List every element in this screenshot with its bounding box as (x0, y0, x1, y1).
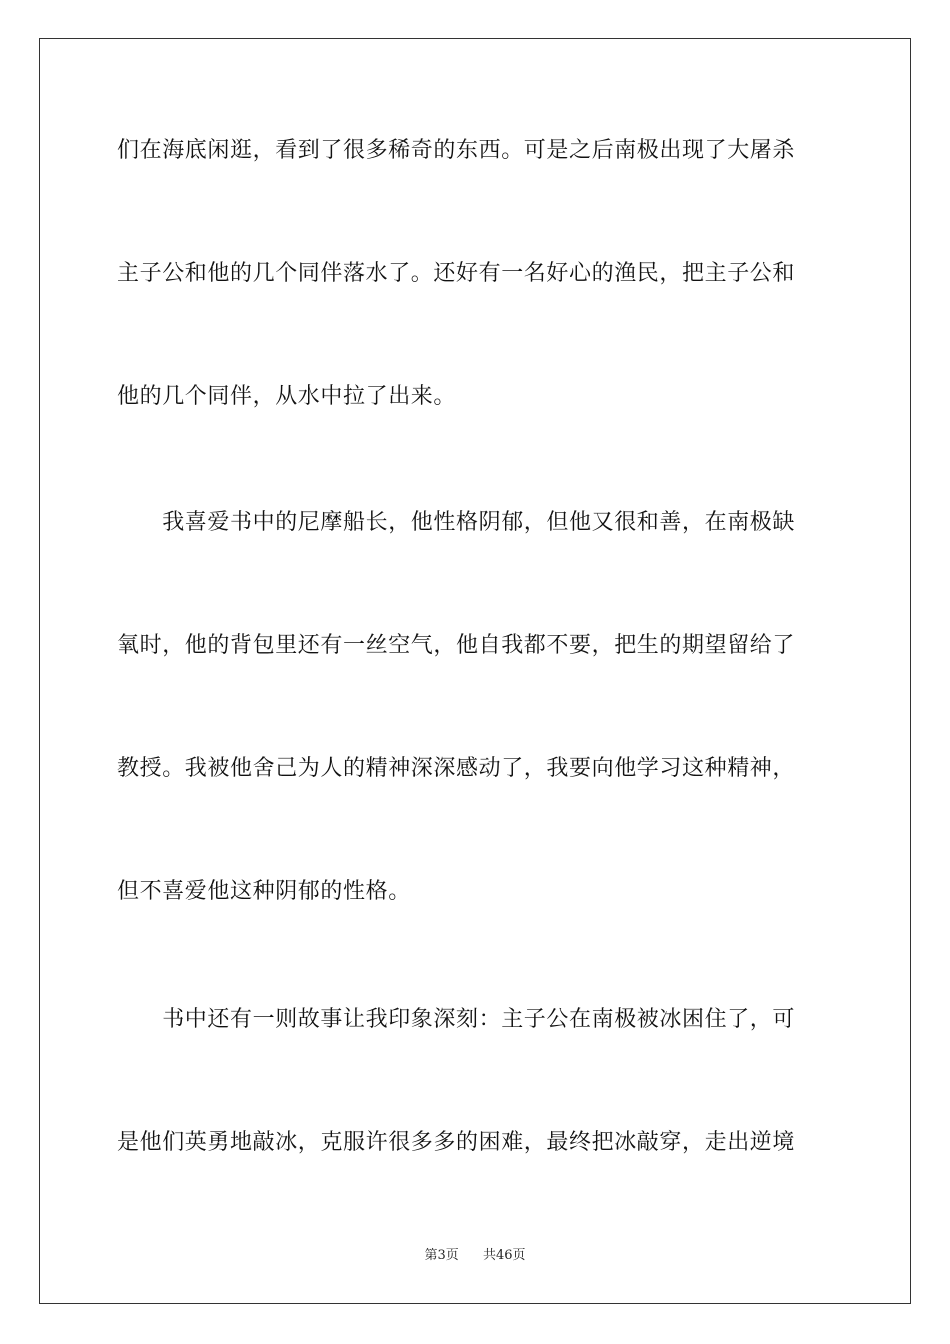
text-line-8: 书中还有一则故事让我印象深刻：主子公在南极被冰困住了，可 (117, 1007, 796, 1032)
text-line-7: 但不喜爱他这种阴郁的性格。 (117, 879, 411, 904)
page-frame (39, 38, 911, 1304)
page-footer (0, 1247, 950, 1265)
text-line-4: 我喜爱书中的尼摩船长，他性格阴郁，但他又很和善，在南极缺 (117, 510, 796, 535)
text-line-5: 氧时，他的背包里还有一丝空气，他自我都不要，把生的期望留给了 (117, 633, 796, 658)
text-line-3: 他的几个同伴，从水中拉了出来。 (117, 384, 457, 409)
page-total: 共46页 (483, 1248, 526, 1263)
text-line-1: 们在海底闲逛，看到了很多稀奇的东西。可是之后南极出现了大屠杀 (117, 138, 796, 163)
text-line-9: 是他们英勇地敲冰，克服许很多多的困难，最终把冰敲穿，走出逆境 (117, 1130, 796, 1155)
text-line-6: 教授。我被他舍己为人的精神深深感动了，我要向他学习这种精神， (117, 756, 796, 781)
text-line-2: 主子公和他的几个同伴落水了。还好有一名好心的渔民，把主子公和 (117, 261, 796, 286)
page-number: 第3页 (424, 1248, 459, 1263)
